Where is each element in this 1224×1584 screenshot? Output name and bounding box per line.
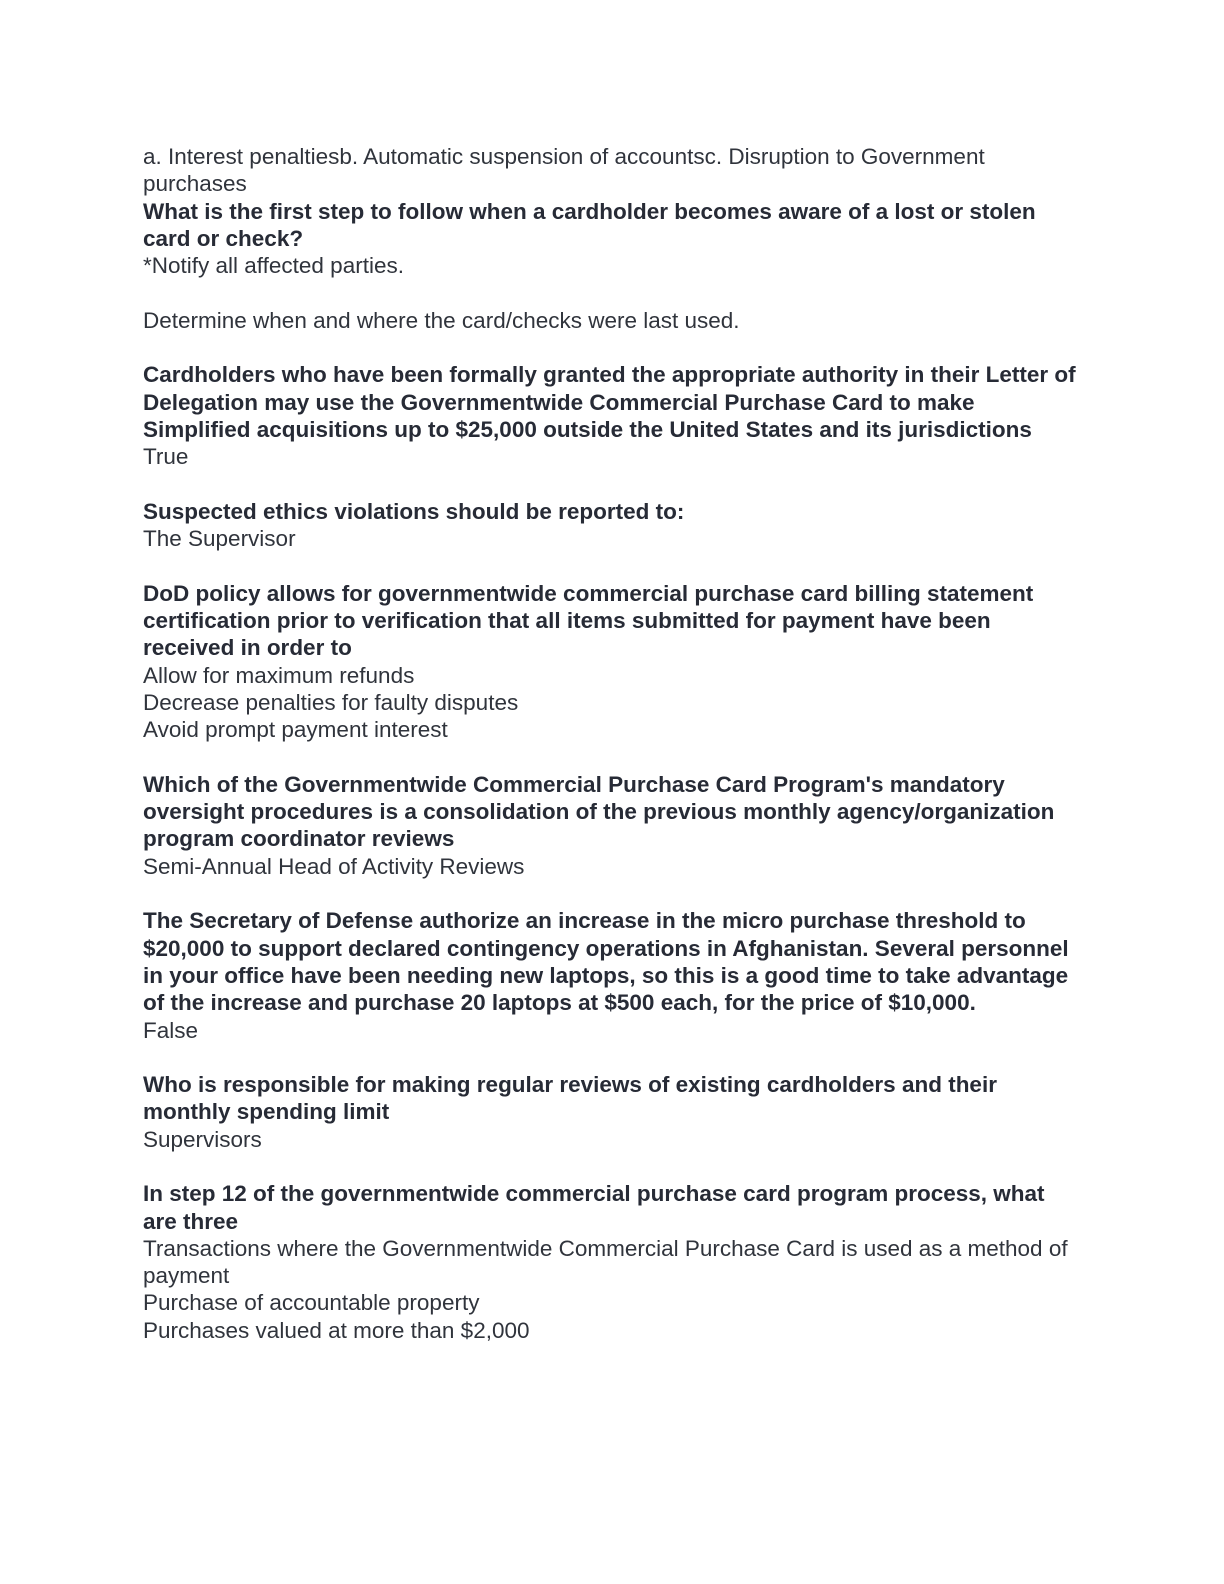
blank-line xyxy=(143,279,1078,306)
blank-line xyxy=(143,552,1078,579)
question-ethics-violations: Suspected ethics violations should be reported to: xyxy=(143,498,685,524)
question-regular-reviews: Who is responsible for making regular reviews of existing cardholders and their monthly spending limit xyxy=(143,1072,997,1125)
blank-line xyxy=(143,471,1078,498)
answer-line: *Notify all affected parties. xyxy=(143,253,404,279)
answer-line: Transactions where the Governmentwide Commercial Purchase Card is used as a method of payment xyxy=(143,1235,1068,1289)
answer-line: Decrease penalties for faulty disputes xyxy=(143,689,519,715)
question-micro-purchase-threshold: The Secretary of Defense authorize an increase in the micro purchase threshold to $20,000 to support declared contingency operations in Afghanistan. Several personnel in your office have been needing new laptops, so this is a good time to take advantage of the increase and purchase 20 laptops at $500 each, for the price of $10,000. xyxy=(143,908,1069,1016)
answer-line: Determine when and where the card/checks were last used. xyxy=(143,307,740,333)
blank-line xyxy=(143,1153,1078,1180)
intro-answer: a. Interest penaltiesb. Automatic suspension of accountsc. Disruption to Government purchases xyxy=(143,144,985,197)
blank-line xyxy=(143,744,1078,771)
answer-line: Supervisors xyxy=(143,1126,262,1152)
answer-line: True xyxy=(143,444,189,470)
answer-line: Purchases valued at more than $2,000 xyxy=(143,1317,530,1343)
question-letter-of-delegation: Cardholders who have been formally granted the appropriate authority in their Letter of Delegation may use the Governmentwide Commercial Purchase Card to make Simplified acquisitions up to $25,000 outside the United States and its jurisdictions xyxy=(143,362,1076,442)
question-lost-stolen-card: What is the first step to follow when a cardholder becomes aware of a lost or stolen card or check? xyxy=(143,198,1036,251)
blank-line xyxy=(143,334,1078,361)
document-page xyxy=(143,143,1078,1344)
answer-line: The Supervisor xyxy=(143,526,296,552)
question-step-12: In step 12 of the governmentwide commercial purchase card program process, what are three xyxy=(143,1181,1045,1234)
answer-line: False xyxy=(143,1017,199,1043)
blank-line xyxy=(143,1044,1078,1071)
answer-line: Purchase of accountable property xyxy=(143,1290,480,1316)
blank-line xyxy=(143,880,1078,907)
question-billing-certification: DoD policy allows for governmentwide commercial purchase card billing statement certification prior to verification that all items submitted for payment have been received in order to xyxy=(143,580,1034,661)
answer-line: Semi-Annual Head of Activity Reviews xyxy=(143,853,525,879)
answer-line: Avoid prompt payment interest xyxy=(143,717,448,743)
question-oversight-procedures: Which of the Governmentwide Commercial Purchase Card Program's mandatory oversight procedures is a consolidation of the previous monthly agency/organization program coordinator reviews xyxy=(143,771,1055,852)
answer-line: Allow for maximum refunds xyxy=(143,662,415,688)
